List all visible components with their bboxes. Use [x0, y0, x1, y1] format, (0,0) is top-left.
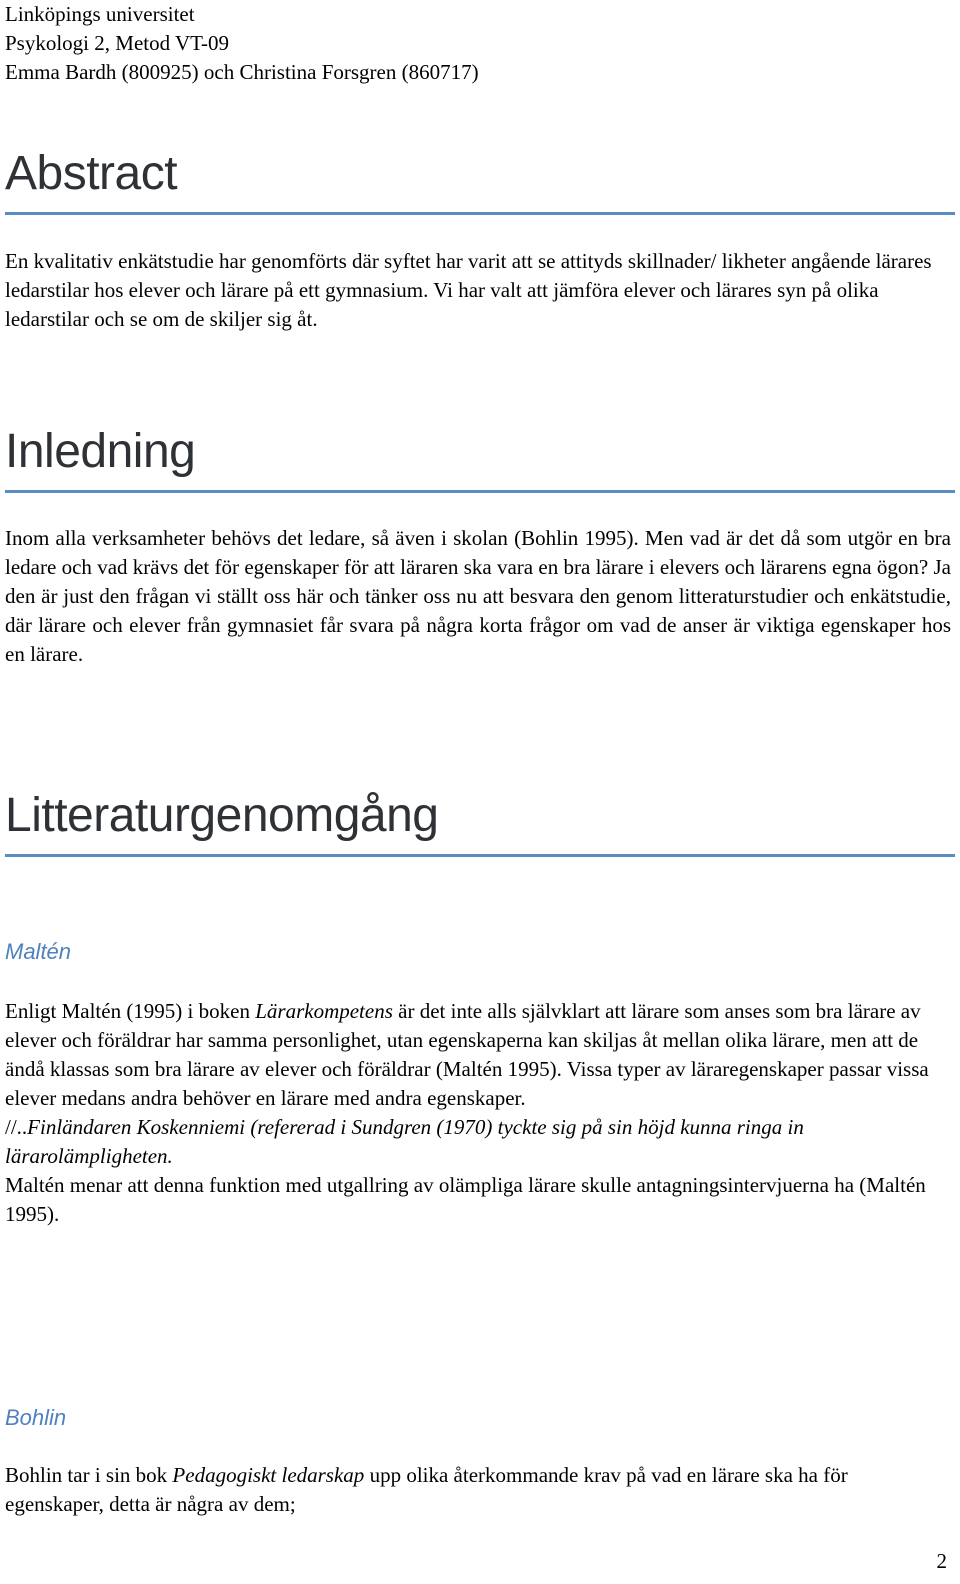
abstract-heading: Abstract — [5, 146, 955, 215]
malten-p2-quote: Finländaren Koskenniemi (refererad i Sundgren (1970) tyckte sig på sin höjd kunna ringa in lärarolämpligheten. — [5, 1115, 804, 1168]
bohlin-section — [5, 1461, 951, 1519]
malten-paragraph-1 — [5, 997, 951, 1113]
malten-paragraph-2 — [5, 1113, 951, 1171]
malten-p1-start: Enligt Maltén (1995) i boken — [5, 999, 256, 1023]
header-university: Linköpings universitet — [5, 2, 195, 26]
book-title-pedagogiskt-ledarskap: Pedagogiskt ledarskap — [172, 1463, 365, 1487]
document-page — [5, 0, 955, 1584]
abstract-paragraph — [5, 247, 951, 334]
header-course: Psykologi 2, Metod VT-09 — [5, 31, 230, 55]
bohlin-heading: Bohlin — [5, 1405, 67, 1430]
page-number: 2 — [936, 1549, 947, 1573]
bohlin-paragraph-1 — [5, 1461, 951, 1519]
book-title-larakompetens: Lärarkompetens — [255, 999, 393, 1023]
bohlin-p1-start: Bohlin tar i sin bok — [5, 1463, 173, 1487]
abstract-text: En kvalitativ enkätstudie har genomförts där syftet har varit att se attityds skillnader/ likheter angående lärares ledarstilar hos elever och lärare på ett gymnasium. Vi har valt att jämföra elever och lärares syn på olika ledarstilar och se om de skiljer sig åt. — [5, 249, 932, 331]
malten-heading: Maltén — [5, 939, 72, 964]
header-authors: Emma Bardh (800925) och Christina Forsgren (860717) — [5, 60, 479, 84]
bohlin-p1-end: upp olika återkommande krav på vad en lärare ska ha för egenskaper, detta är några av dem; — [5, 1463, 848, 1516]
inledning-heading: Inledning — [5, 424, 955, 493]
document-header — [5, 0, 479, 87]
inledning-text: Inom alla verksamheter behövs det ledare, så även i skolan (Bohlin 1995). Men vad är det då som utgör en bra ledare och vad krävs det för egenskaper för att läraren ska vara en bra lärare i elevers och lärarens egna ögon? Ja den är just den frågan vi ställt oss här och tänker oss nu att besvara den genom litteraturstudier och enkätstudie, där lärare och elever från gymnasiet får svara på några korta frågor om vad de anser är viktiga egenskaper hos en lärare. — [5, 526, 951, 666]
litteratur-heading: Litteraturgenomgång — [5, 788, 955, 857]
inledning-paragraph — [5, 524, 951, 669]
malten-p1-end: är det inte alls självklart att lärare som anses som bra lärare av elever och föräldrar har samma personlighet, utan egenskaperna kan skiljas åt mellan olika lärare, men att de ändå klassas som bra lärare av elever och föräldrar (Maltén 1995). Vissa typer av läraregenskaper passar vissa elever medans andra behöver en lärare med andra egenskaper. — [5, 999, 929, 1110]
malten-p2-prefix: //.. — [5, 1115, 28, 1139]
malten-paragraph-3: Maltén menar att denna funktion med utgallring av olämpliga lärare skulle antagningsintervjuerna ha (Maltén 1995). — [5, 1173, 926, 1226]
malten-section — [5, 997, 951, 1229]
